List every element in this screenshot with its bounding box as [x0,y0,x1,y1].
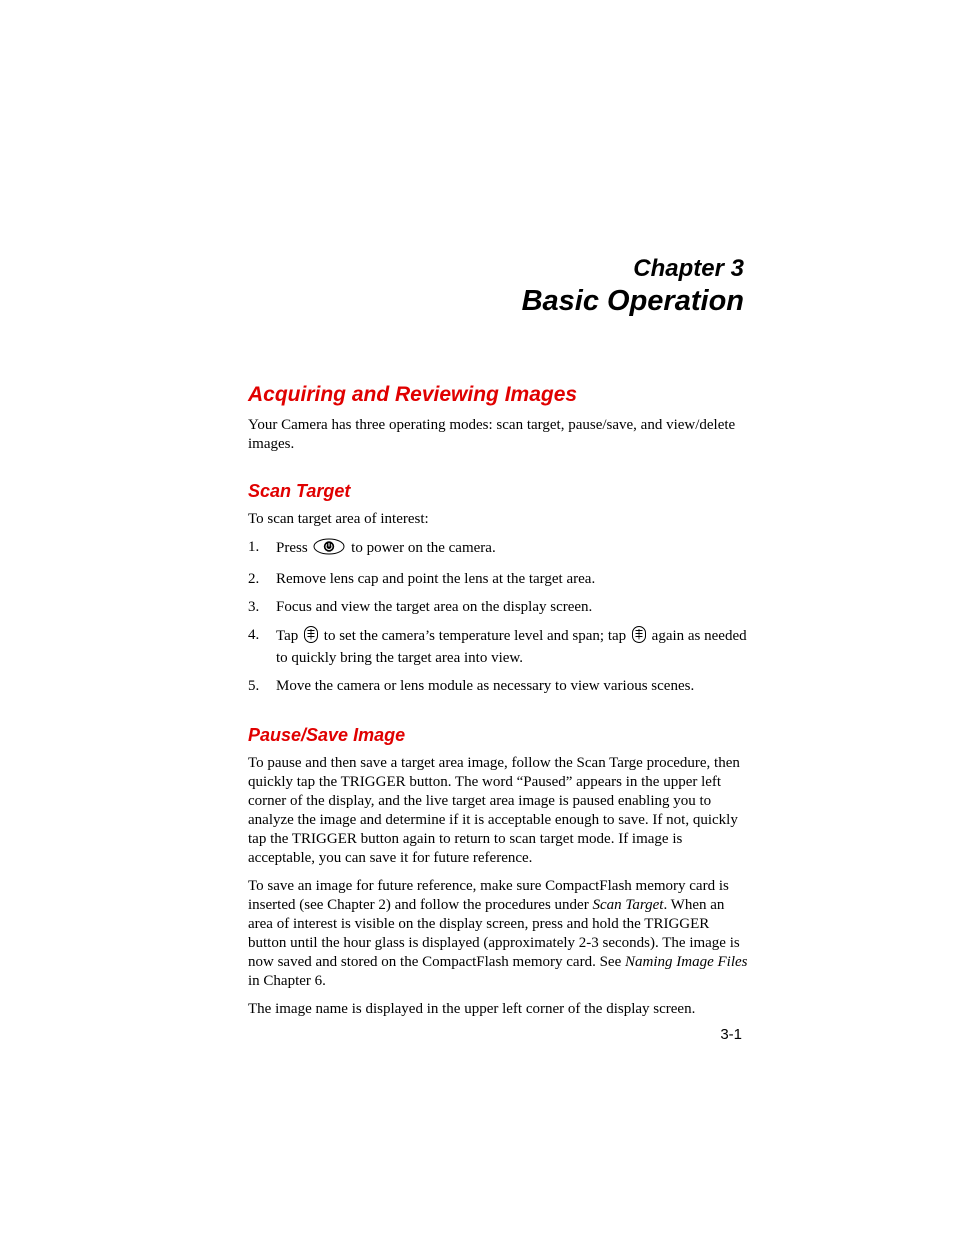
chapter-title: Basic Operation [521,285,744,317]
level-span-button-icon [304,626,318,649]
chapter-label: Chapter 3 [633,255,744,282]
text-run: . When an area of interest is visible on the display screen, press and hold the TRIGGER button until the hour glass is displayed (approximately 2-3 seconds). The image is now saved and stored on the CompactFlash memory card. See [248,897,740,970]
image-name-paragraph: The image name is displayed in the upper left corner of the display screen. [248,1001,696,1017]
step-text-before: Press [276,540,308,556]
section-heading: Acquiring and Reviewing Images [248,383,578,406]
step-text: Focus and view the target area on the display screen. [276,599,593,615]
step-text-after: again as needed to quickly bring the target area into view. [276,628,747,666]
step-text-after: to power on the camera. [351,540,496,556]
list-item [248,570,748,589]
list-item [248,538,748,561]
save-instructions-paragraph [248,877,748,991]
page-number: 3-1 [720,1026,742,1043]
text-run: in Chapter 6. [248,973,326,989]
list-item [248,598,748,617]
page-content [248,380,748,1028]
cross-reference: Naming Image Files [625,954,748,970]
pause-save-paragraph: To pause and then save a target area image, follow the Scan Targe procedure, then quickly tap the TRIGGER button. The word “Paused” appears in the upper left corner of the display, and the live target area image is paused enabling you to analyze the image and determine if it is acceptable enough to save. If not, quickly tap the TRIGGER button again to return to scan target mode. If image is acceptable, you can save it for future reference. [248,755,740,866]
section-intro: Your Camera has three operating modes: scan target, pause/save, and view/delete images. [248,417,736,452]
step-number: 5. [248,678,260,694]
list-item [248,626,748,668]
step-number: 4. [248,627,260,643]
power-button-icon [313,538,345,561]
step-text-middle: to set the camera’s temperature level and span; tap [323,628,627,644]
text-run: To save an image for future reference, make sure CompactFlash memory card is inserted (see Chapter 2) and follow the procedures under [248,878,729,913]
step-text: Remove lens cap and point the lens at the target area. [276,571,596,587]
cross-reference: Scan Target [592,897,664,913]
step-number: 1. [248,539,260,555]
level-span-button-icon [632,626,646,649]
step-number: 2. [248,571,260,587]
step-number: 3. [248,599,260,615]
scan-target-intro: To scan target area of interest: [248,511,429,527]
list-item [248,677,748,696]
step-text-before: Tap [276,628,299,644]
scan-target-heading: Scan Target [248,481,351,501]
pause-save-heading: Pause/Save Image [248,725,406,745]
step-text: Move the camera or lens module as necessary to view various scenes. [276,678,695,694]
scan-target-steps [248,538,748,696]
